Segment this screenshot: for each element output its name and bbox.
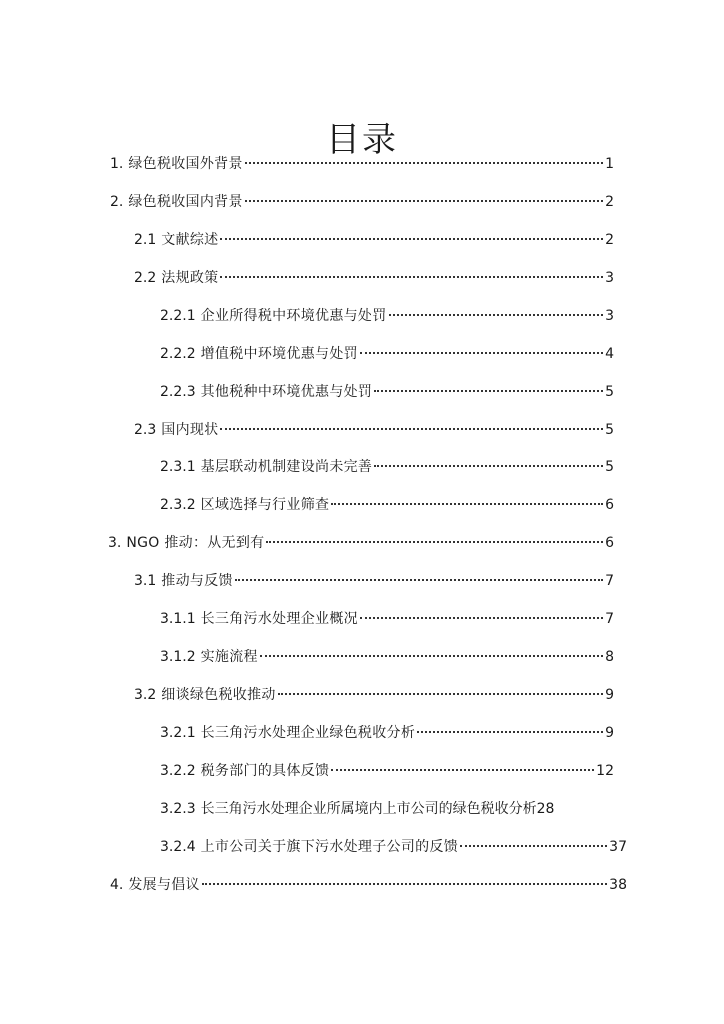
toc-entry[interactable]	[160, 798, 627, 820]
toc-entry-number: 2.3.2	[160, 497, 196, 513]
toc-entry-title: 推动与反馈	[161, 573, 233, 589]
toc-leader-dots	[220, 428, 603, 430]
toc-entry-number: 2.2	[134, 270, 157, 286]
toc-entry-number: 3.2.1	[160, 725, 196, 741]
toc-entry-number: 2.2.1	[160, 308, 196, 324]
toc-leader-dots	[266, 541, 603, 543]
toc-entry-page: 28	[536, 801, 555, 817]
toc-entry-title: 发展与倡议	[128, 877, 200, 893]
toc-entry-number: 3.2.4	[160, 839, 196, 855]
toc-entry-page: 4	[605, 346, 614, 362]
toc-leader-dots	[220, 276, 603, 278]
toc-entry-number: 2.1	[134, 232, 157, 248]
toc-leader-dots	[374, 390, 603, 392]
toc-entry[interactable]	[110, 153, 614, 175]
toc-entry-page: 6	[605, 535, 614, 551]
toc-entry-title: 其他税种中环境优惠与处罚	[200, 384, 373, 400]
toc-entry-number: 3.1	[134, 573, 157, 589]
toc-entry[interactable]	[108, 532, 614, 554]
toc-entry[interactable]	[160, 760, 614, 782]
toc-entry[interactable]	[110, 874, 627, 896]
toc-entry-title: 实施流程	[200, 649, 258, 665]
toc-leader-dots	[417, 731, 603, 733]
toc-entry-number: 2.3	[134, 422, 157, 438]
toc-entry-page: 2	[605, 194, 614, 210]
toc-entry[interactable]	[160, 646, 614, 668]
toc-entry-page: 5	[605, 384, 614, 400]
toc-entry[interactable]	[134, 267, 614, 289]
toc-entry-title: 长三角污水处理企业所属境内上市公司的绿色税收分析	[200, 801, 537, 817]
toc-entry-page: 9	[605, 687, 614, 703]
toc-entry-title: 上市公司关于旗下污水处理子公司的反馈	[200, 839, 459, 855]
toc-entry-number: 1.	[110, 156, 124, 172]
toc-entry-page: 1	[605, 156, 614, 172]
toc-entry-page: 7	[605, 573, 614, 589]
toc-entry-number: 3.	[108, 535, 122, 551]
toc-leader-dots	[202, 883, 607, 885]
toc-entry-number: 2.3.1	[160, 459, 196, 475]
toc-leader-dots	[331, 769, 594, 771]
toc-entry[interactable]	[160, 456, 614, 478]
toc-entry-title: 文献综述	[161, 232, 219, 248]
toc-entry-page: 5	[605, 422, 614, 438]
toc-entry-number: 3.2.3	[160, 801, 196, 817]
toc-leader-dots	[220, 238, 603, 240]
toc-entry-title: 国内现状	[161, 422, 219, 438]
toc-leader-dots	[245, 162, 603, 164]
toc-entry-number: 3.2.2	[160, 763, 196, 779]
toc-leader-dots	[374, 465, 603, 467]
toc-entry[interactable]	[160, 343, 614, 365]
toc-title: 目录	[326, 119, 398, 160]
toc-entry-page: 5	[605, 459, 614, 475]
toc-entry[interactable]	[134, 684, 614, 706]
toc-entry-title: 企业所得税中环境优惠与处罚	[200, 308, 387, 324]
toc-entry[interactable]	[160, 381, 614, 403]
toc-leader-dots	[460, 845, 607, 847]
toc-entry-title: 税务部门的具体反馈	[200, 763, 330, 779]
toc-entry-title: 基层联动机制建设尚未完善	[200, 459, 373, 475]
toc-entry-number: 2.	[110, 194, 124, 210]
toc-entry-title: NGO 推动：从无到有	[126, 535, 265, 551]
toc-entry-page: 38	[609, 877, 627, 893]
toc-entry-page: 7	[605, 611, 614, 627]
toc-entry-page: 2	[605, 232, 614, 248]
toc-entry-number: 3.1.1	[160, 611, 196, 627]
toc-entry[interactable]	[110, 191, 614, 213]
toc-entry-page: 12	[596, 763, 614, 779]
toc-entry-number: 3.2	[134, 687, 157, 703]
toc-entry-title: 细谈绿色税收推动	[161, 687, 276, 703]
toc-entry[interactable]	[134, 419, 614, 441]
toc-entry[interactable]	[160, 836, 627, 858]
toc-entry-page: 8	[605, 649, 614, 665]
toc-entry-page: 3	[605, 270, 614, 286]
toc-entry-title: 增值税中环境优惠与处罚	[200, 346, 358, 362]
toc-entry[interactable]	[134, 229, 614, 251]
toc-leader-dots	[235, 579, 603, 581]
toc-entry-page: 3	[605, 308, 614, 324]
toc-entry[interactable]	[134, 570, 614, 592]
toc-leader-dots	[331, 503, 603, 505]
toc-entry-title: 区域选择与行业筛查	[200, 497, 330, 513]
toc-entry-number: 4.	[110, 877, 124, 893]
toc-leader-dots	[245, 200, 603, 202]
toc-entry[interactable]	[160, 494, 614, 516]
toc-entry[interactable]	[160, 608, 614, 630]
toc-entry-title: 长三角污水处理企业绿色税收分析	[200, 725, 416, 741]
toc-entry-title: 绿色税收国外背景	[128, 156, 243, 172]
toc-entry-title: 法规政策	[161, 270, 219, 286]
toc-leader-dots	[278, 693, 603, 695]
toc-entry[interactable]	[160, 305, 614, 327]
toc-entry-page: 9	[605, 725, 614, 741]
toc-leader-dots	[260, 655, 603, 657]
toc-entry-number: 2.2.2	[160, 346, 196, 362]
toc-leader-dots	[360, 617, 603, 619]
toc-leader-dots	[360, 352, 603, 354]
toc-entry-page: 37	[609, 839, 627, 855]
toc-entry-page: 6	[605, 497, 614, 513]
toc-entry-title: 绿色税收国内背景	[128, 194, 243, 210]
toc-entry-number: 2.2.3	[160, 384, 196, 400]
toc-entry[interactable]	[160, 722, 614, 744]
toc-entry-title: 长三角污水处理企业概况	[200, 611, 358, 627]
toc-entry-number: 3.1.2	[160, 649, 196, 665]
toc-leader-dots	[389, 314, 604, 316]
